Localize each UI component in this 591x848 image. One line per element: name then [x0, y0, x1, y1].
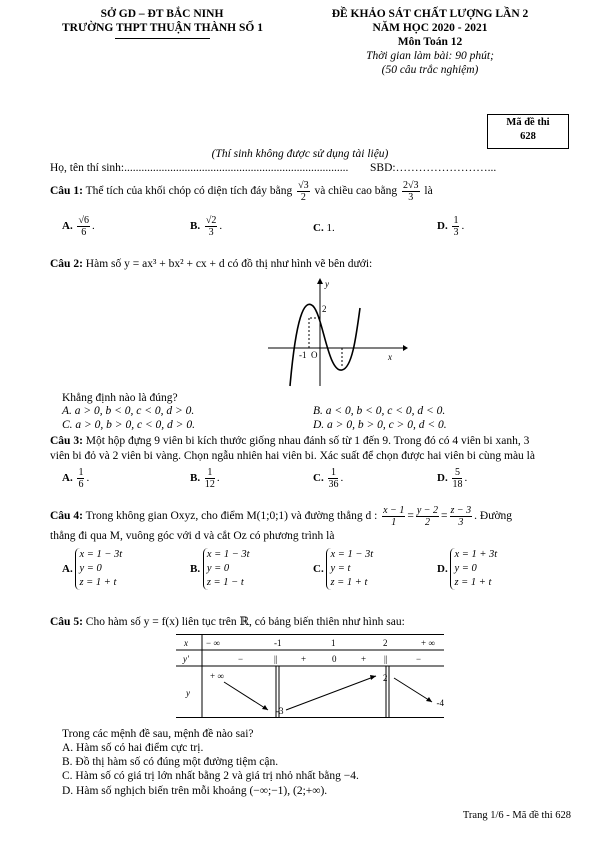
graph-tick-m1: -1	[299, 350, 307, 360]
vt-yp-sign2: +	[301, 654, 307, 664]
q2-option-b[interactable]: B. a < 0, b < 0, c < 0, d < 0.	[313, 405, 446, 417]
duration: Thời gian làm bài: 90 phút;	[366, 50, 494, 62]
vt-x-neg-inf: − ∞	[206, 638, 220, 648]
q5-option-b[interactable]: B. Đồ thị hàm số có đúng một đường tiệm cận.	[62, 756, 279, 768]
q3-option-a[interactable]: A. $\frac{1}{6}$ .	[62, 467, 90, 490]
vt-y-label: y	[186, 688, 190, 698]
vt-yp-sign4: −	[416, 654, 422, 664]
dept-name: SỞ GD – ĐT BẮC NINH	[100, 8, 224, 20]
q1-stem	[50, 180, 433, 203]
q1-text-a: Thể tích của khối chóp có diện tích đáy bằng	[85, 185, 293, 198]
vt-yp-sign1: −	[238, 654, 244, 664]
page-footer: Trang 1/6 - Mã đề thi 628	[462, 810, 571, 821]
exam-code-label: Mã đề thi	[506, 117, 550, 128]
no-documents-note: (Thí sinh không được sử dụng tài liệu)	[211, 148, 389, 160]
q1-text-c: là	[424, 185, 433, 198]
exam-code-value: 628	[520, 131, 536, 142]
vt-yp-zero: 0	[332, 654, 337, 664]
q4-stem-line2: thẳng đi qua M, vuông góc với d và cắt Oz có phương trình là	[50, 530, 335, 542]
y-axis-arrow	[317, 278, 323, 284]
q2-cubic-graph	[268, 278, 408, 388]
q5-option-c[interactable]: C. Hàm số có giá trị lớn nhất bằng 2 và giá trị nhỏ nhất bằng −4.	[62, 770, 359, 782]
subject: Môn Toán 12	[397, 36, 463, 48]
header-rule	[115, 38, 210, 39]
vt-y-pos-inf: + ∞	[210, 671, 224, 681]
vt-arrow-up	[286, 676, 376, 710]
q1-label: Câu 1:	[50, 185, 83, 198]
vt-arrow-down-2	[394, 678, 432, 702]
q5-question: Trong các mệnh đề sau, mệnh đề nào sai?	[62, 728, 254, 740]
q2-text: Hàm số y = ax³ + bx² + cx + d có đồ thị như hình vẽ bên dưới:	[85, 258, 373, 270]
school-name: TRƯỜNG THPT THUẬN THÀNH SỐ 1	[62, 22, 263, 34]
vt-x-2: 2	[383, 638, 388, 648]
q5-option-d[interactable]: D. Hàm số nghịch biến trên mỗi khoảng (−∞;−1), (2;+∞).	[62, 785, 328, 797]
school-year: NĂM HỌC 2020 - 2021	[372, 22, 488, 34]
graph-x-label: x	[388, 352, 392, 362]
q2-option-d[interactable]: D. a > 0, b > 0, c > 0, d < 0.	[313, 419, 447, 431]
q4-stem-line1: Câu 4: Trong không gian Oxyz, cho điểm M(1;0;1) và đường thẳng d : $\frac{x - 1}{1}$ = $\frac{y - 2}{2}$ = $\frac{z - 3}{3}$ . Đường	[50, 505, 513, 528]
vt-yp-label: y'	[183, 654, 189, 664]
q3-stem-line1: Câu 3: Một hộp đựng 9 viên bi kích thước giống nhau đánh số từ 1 đến 9. Trong đó có 4 viên bi xanh, 3	[50, 435, 530, 447]
q2-option-c[interactable]: C. a > 0, b > 0, c < 0, d > 0.	[62, 419, 195, 431]
exam-title: ĐỀ KHẢO SÁT CHẤT LƯỢNG LẦN 2	[331, 8, 529, 20]
q1-text-b: và chiều cao bằng	[314, 185, 398, 198]
q2-question: Khẳng định nào là đúng?	[62, 392, 178, 404]
q5-option-a[interactable]: A. Hàm số có hai điểm cực trị.	[62, 742, 204, 754]
vt-x-1: 1	[331, 638, 336, 648]
q2-label: Câu 2:	[50, 258, 83, 270]
vt-y-m4: -4	[436, 698, 444, 708]
vt-y-m3: -3	[276, 706, 284, 716]
q4-option-a[interactable]: A. x = 1 − 3t y = 0 z = 1 + t	[62, 549, 123, 588]
q4-option-c[interactable]: C. x = 1 − 3t y = t z = 1 + t	[313, 549, 374, 588]
q5-label: Câu 5:	[50, 616, 83, 628]
vt-yp-bar2: ||	[384, 654, 388, 664]
graph-origin: O	[311, 350, 318, 360]
q5-variation-table	[176, 634, 444, 718]
q1-option-c[interactable]: C. 1.	[313, 222, 335, 234]
x-axis-arrow	[403, 345, 408, 351]
q5-stem: Câu 5: Cho hàm số y = f(x) liên tục trên ℝ, có bảng biến thiên như hình sau:	[50, 616, 405, 628]
exam-code-box	[487, 114, 569, 149]
vt-y-2: 2	[383, 673, 388, 683]
vt-x-label: x	[184, 638, 188, 648]
q3-option-d[interactable]: D. $\frac{5}{18}$ .	[437, 467, 468, 490]
q1-option-b[interactable]: B. $\frac{√2}{3}$ .	[190, 215, 223, 238]
candidate-number-line: SBD:……………………...	[370, 162, 497, 174]
student-name-line: Họ, tên thí sinh:..............................................................................	[50, 162, 349, 174]
cubic-curve	[290, 304, 360, 386]
vt-yp-bar1: ||	[274, 654, 278, 664]
q4-option-b[interactable]: B. x = 1 − 3t y = 0 z = 1 − t	[190, 549, 250, 588]
q2-option-a[interactable]: A. a > 0, b < 0, c < 0, d > 0.	[62, 405, 195, 417]
q4-label: Câu 4:	[50, 510, 83, 523]
vt-yp-sign3: +	[361, 654, 367, 664]
q1-frac-area: $\frac{√3}{2}$	[298, 180, 309, 203]
q1-option-d[interactable]: D. $\frac{1}{3}$ .	[437, 215, 465, 238]
q3-stem-line2: viên bi đỏ và 2 viên bi vàng. Chọn ngẫu nhiên hai viên bi. Xác suất để chọn được hai viên bi cùng màu là	[50, 450, 535, 462]
q1-frac-height: $\frac{2√3}{3}$	[403, 180, 419, 203]
vt-x-pos-inf: + ∞	[421, 638, 435, 648]
q3-option-b[interactable]: B. $\frac{1}{12}$ .	[190, 467, 220, 490]
question-count: (50 câu trắc nghiệm)	[381, 64, 479, 76]
graph-y-label: y	[325, 279, 329, 289]
vt-x-m1: -1	[274, 638, 282, 648]
q4-option-d[interactable]: D. x = 1 + 3t y = 0 z = 1 + t	[437, 549, 498, 588]
q3-option-c[interactable]: C. $\frac{1}{36}$ .	[313, 467, 344, 490]
graph-tick-2: 2	[322, 304, 327, 314]
q3-label: Câu 3:	[50, 435, 83, 447]
q2-stem	[50, 258, 372, 270]
vt-arrow-down-1	[224, 682, 268, 710]
q1-option-a[interactable]: A. $\frac{√6}{6}$ .	[62, 215, 95, 238]
